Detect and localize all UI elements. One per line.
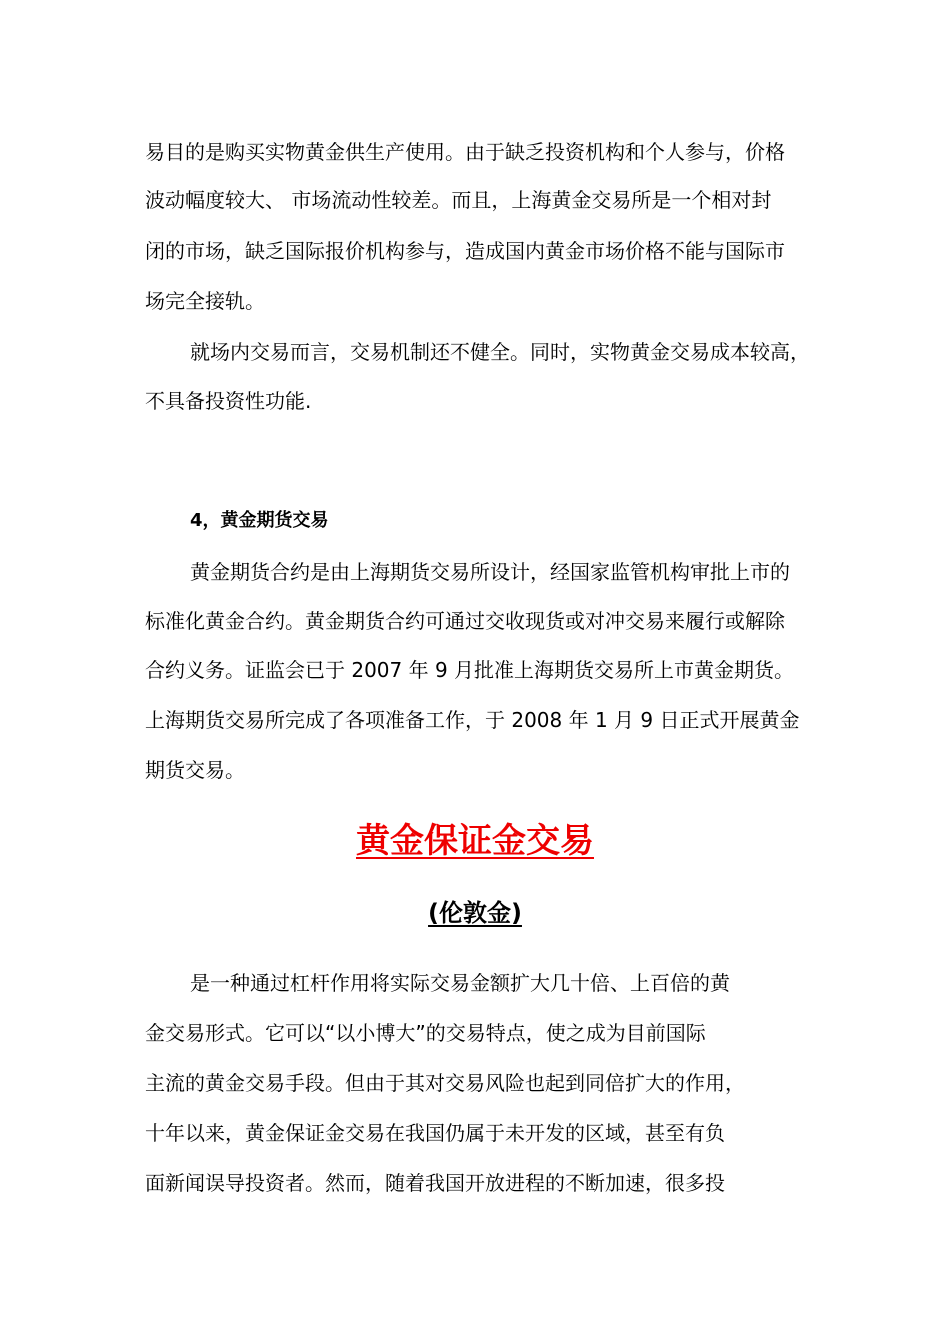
paragraph-line: 闭的市场，缺乏国际报价机构参与，造成国内黄金市场价格不能与国际市 bbox=[145, 239, 785, 263]
paragraph-line: 标准化黄金合约。黄金期货合约可通过交收现货或对冲交易来履行或解除 bbox=[145, 609, 785, 633]
paragraph-line: 易目的是购买实物黄金供生产使用。由于缺乏投资机构和个人参与，价格 bbox=[145, 140, 785, 164]
paragraph-line: 场完全接轨。 bbox=[145, 289, 265, 313]
paragraph-line: 是一种通过杠杆作用将实际交易金额扩大几十倍、上百倍的黄 bbox=[190, 971, 730, 995]
paragraph-line: 主流的黄金交易手段。但由于其对交易风险也起到同倍扩大的作用， bbox=[145, 1071, 745, 1095]
paragraph-line: 波动幅度较大、 市场流动性较差。而且，上海黄金交易所是一个相对封 bbox=[145, 188, 772, 212]
paragraph-line: 金交易形式。它可以“以小博大”的交易特点，使之成为目前国际 bbox=[145, 1021, 706, 1045]
paragraph-line: 黄金期货合约是由上海期货交易所设计，经国家监管机构审批上市的 bbox=[190, 560, 790, 584]
section-subtitle: (伦敦金) bbox=[428, 899, 522, 927]
section-title: 黄金保证金交易 bbox=[356, 821, 594, 861]
paragraph-line: 上海期货交易所完成了各项准备工作，于 2008 年 1 月 9 日正式开展黄金 bbox=[145, 708, 800, 732]
section-heading: 4，黄金期货交易 bbox=[190, 510, 329, 531]
paragraph-line: 面新闻误导投资者。然而，随着我国开放进程的不断加速，很多投 bbox=[145, 1171, 725, 1195]
paragraph-line: 就场内交易而言，交易机制还不健全。同时，实物黄金交易成本较高， bbox=[190, 340, 810, 364]
paragraph-line: 十年以来，黄金保证金交易在我国仍属于未开发的区域，甚至有负 bbox=[145, 1121, 725, 1145]
paragraph-line: 期货交易。 bbox=[145, 758, 245, 782]
paragraph-line: 合约义务。证监会已于 2007 年 9 月批准上海期货交易所上市黄金期货。 bbox=[145, 658, 795, 682]
paragraph-line: 不具备投资性功能. bbox=[145, 389, 312, 413]
